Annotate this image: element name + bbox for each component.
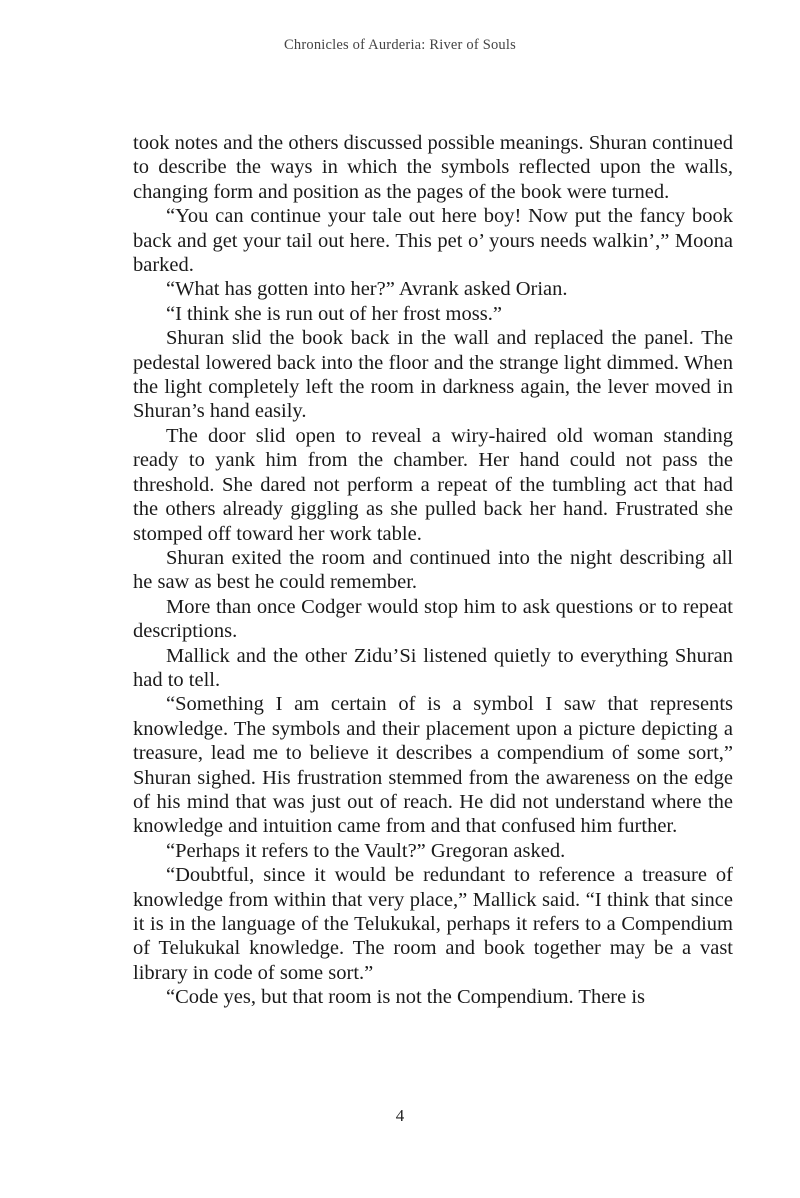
paragraph: More than once Codger would stop him to ask questions or to repeat descriptions. — [133, 595, 733, 643]
paragraph: “I think she is run out of her frost moss.” — [166, 302, 502, 325]
paragraph: “What has gotten into her?” Avrank asked Orian. — [166, 278, 568, 301]
paragraph: took notes and the others discussed possible meanings. Shuran continued to describe the ways in which the symbols reflected upon the walls, changing form and position as the pages of the book were turned. — [133, 132, 733, 203]
paragraph: “Code yes, but that room is not the Compendium. There is — [166, 986, 646, 1009]
paragraph: “Perhaps it refers to the Vault?” Gregoran asked. — [166, 839, 566, 862]
paragraph: The door slid open to reveal a wiry-haired old woman standing ready to yank him from the chamber. Her hand could not pass the threshold. She dared not perform a repeat of the tumbling act that had the others already giggling as she pulled back her hand. Frustrated she stomped off toward her work table. — [133, 424, 733, 545]
paragraph: “You can continue your tale out here boy! Now put the fancy book back and get your tail out here. This pet o’ yours needs walkin’,” Moona barked. — [133, 205, 733, 277]
running-header: Chronicles of Aurderia: River of Souls — [284, 37, 516, 53]
paragraph: Shuran slid the book back in the wall and replaced the panel. The pedestal lowered back into the floor and the strange light dimmed. When the light completely left the room in darkness again, the lever moved in Shuran’s hand easily. — [133, 327, 733, 423]
paragraph: “Something I am certain of is a symbol I saw that represents knowledge. The symbols and their placement upon a picture depicting a treasure, lead me to believe it describes a compendium of some sort,” Shuran sighed. His frustration stemmed from the awareness on the edge of his mind that was just out of reach. He did not understand where the knowledge and intuition came from and that confused him further. — [133, 693, 733, 838]
paragraph: “Doubtful, since it would be redundant to reference a treasure of knowledge from within that very place,” Mallick said. “I think that since it is in the language of the Telukukal, perhaps it refers to a Compendium of Telukukal knowledge. The room and book together may be a vast library in code of some sort.” — [133, 864, 733, 984]
page-number: 4 — [395, 1106, 405, 1125]
body-text — [133, 131, 733, 1010]
paragraph: Shuran exited the room and continued into the night describing all he saw as best he could remember. — [133, 546, 733, 594]
paragraph: Mallick and the other Zidu’Si listened quietly to everything Shuran had to tell. — [133, 644, 733, 691]
